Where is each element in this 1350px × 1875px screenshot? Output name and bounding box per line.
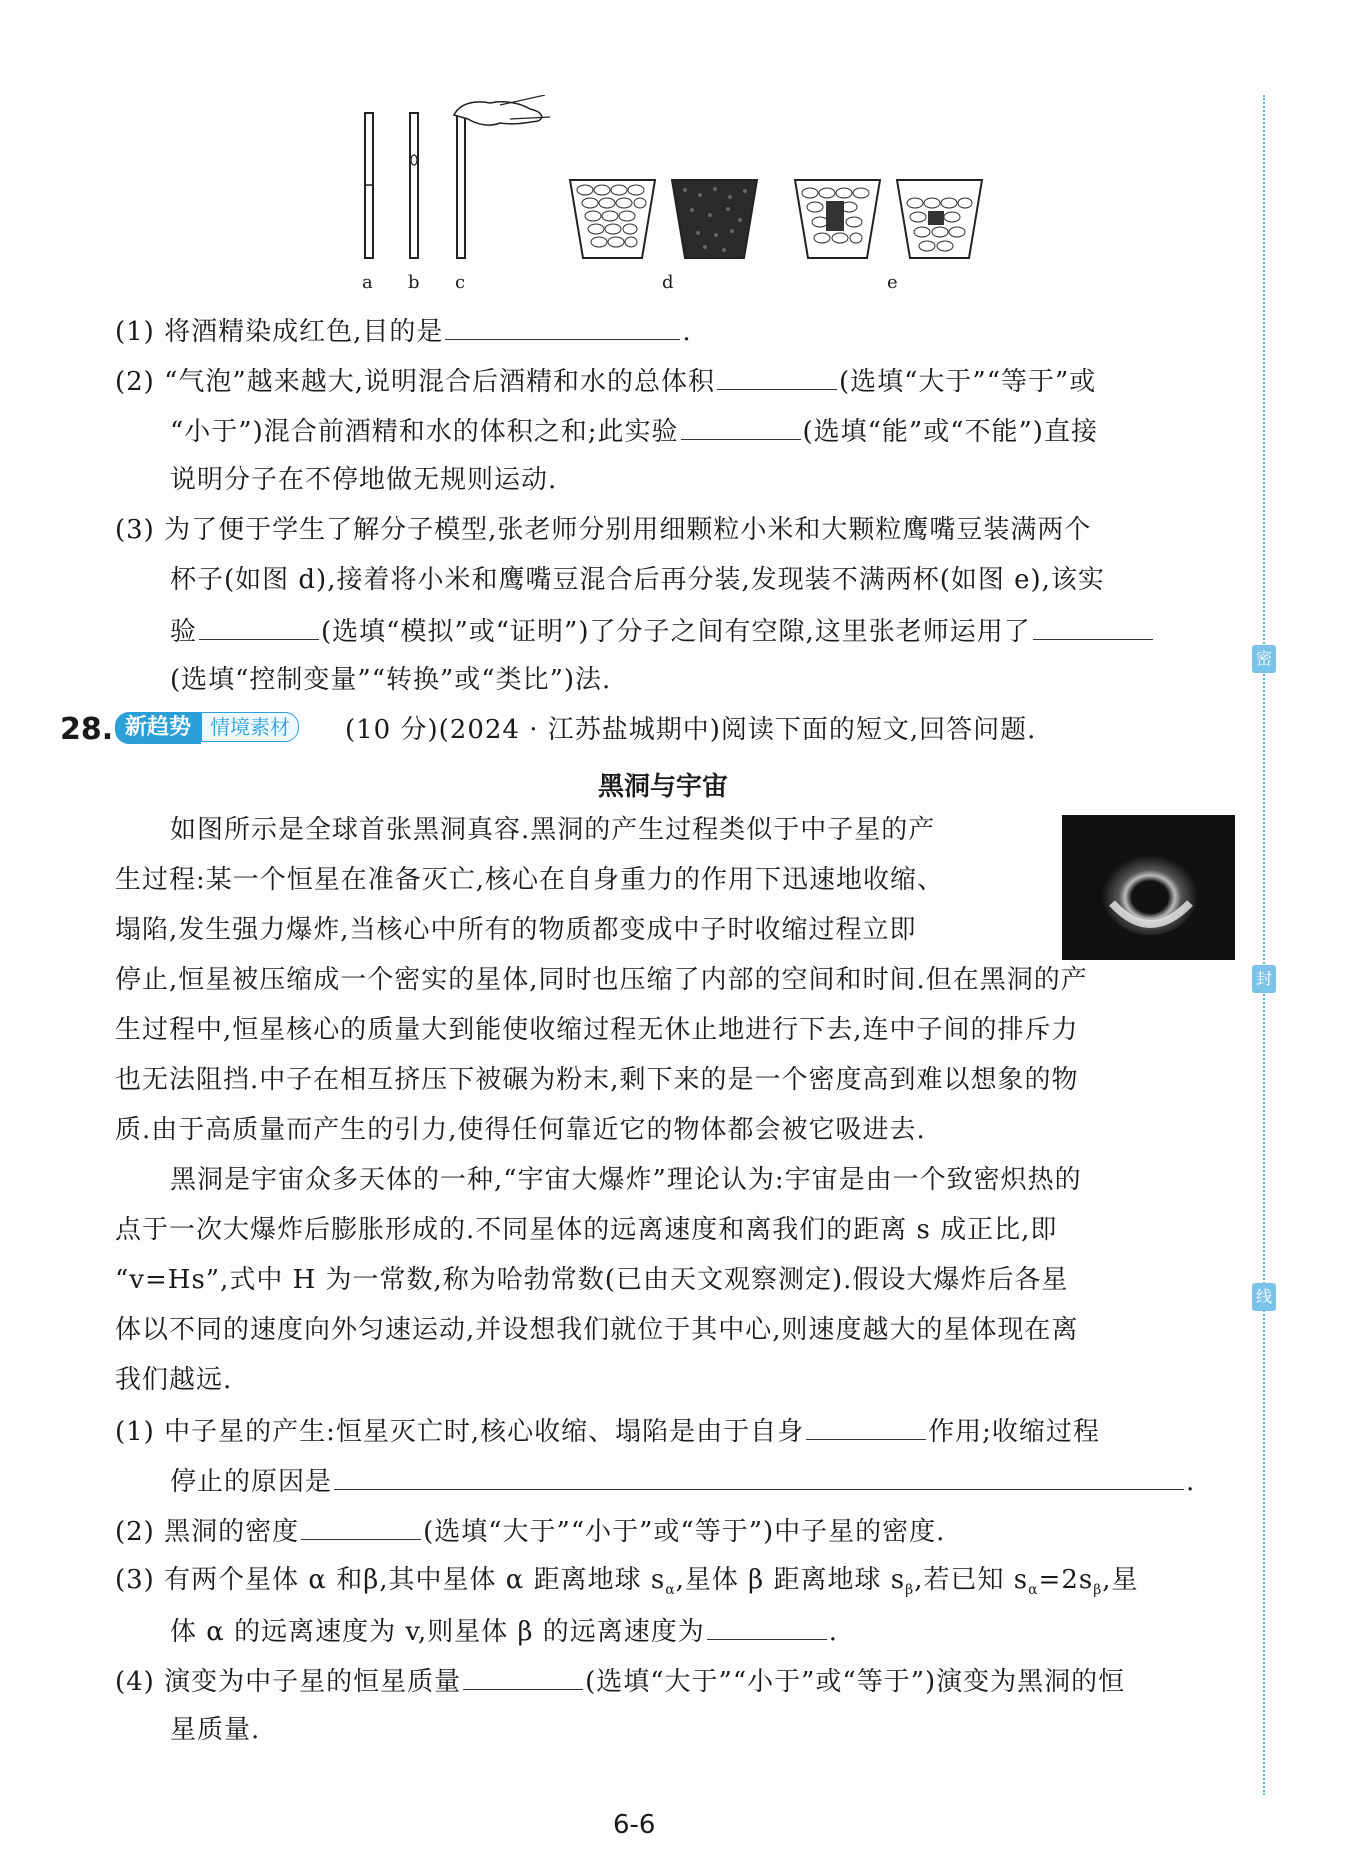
cup-e-mixed-2 (897, 180, 982, 258)
q27-part3-line2: 杯子(如图 d),接着将小米和鹰嘴豆混合后再分装,发现装不满两杯(如图 e),该实 (170, 565, 1105, 595)
q27-part1: (1) 将酒精染成红色,目的是 . (115, 313, 692, 349)
para1-line7: 质.由于高质量而产生的引力,使得任何靠近它的物体都会被它吸进去. (115, 1115, 926, 1145)
para1-line2: 生过程:某一个恒星在准备灭亡,核心在自身重力的作用下迅速地收缩、 (115, 865, 945, 895)
answer-blank[interactable] (334, 1463, 1184, 1490)
binding-dotted-line (1263, 95, 1265, 1795)
para1-line4: 停止,恒星被压缩成一个密实的星体,同时也压缩了内部的空间和时间.但在黑洞的产 (115, 965, 1088, 995)
para2-line3: “v=Hs”,式中 H 为一常数,称为哈勃常数(已由天文观察测定).假设大爆炸后各星 (115, 1265, 1069, 1295)
para1-line1: 如图所示是全球首张黑洞真容.黑洞的产生过程类似于中子星的产 (170, 815, 936, 845)
q28-part4-line2: 星质量. (170, 1715, 261, 1745)
answer-blank[interactable] (717, 363, 837, 390)
answer-blank[interactable] (445, 313, 680, 340)
para1-line6: 也无法阻挡.中子在相互挤压下被碾为粉末,剩下来的是一个密度高到难以想象的物 (115, 1065, 1079, 1095)
side-tab-feng: 封 (1252, 965, 1276, 993)
para2-line1: 黑洞是宇宙众多天体的一种,“宇宙大爆炸”理论认为:宇宙是由一个致密炽热的 (170, 1165, 1082, 1195)
tag-new-trend: 新趋势 (115, 712, 201, 744)
cup-d-millet (570, 180, 655, 258)
q28-header-text: (10 分)(2024 · 江苏盐城期中)阅读下面的短文,回答问题. (345, 715, 1037, 745)
para1-line3: 塌陷,发生强力爆炸,当核心中所有的物质都变成中子时收缩过程立即 (115, 915, 917, 945)
article-title: 黑洞与宇宙 (598, 772, 729, 802)
answer-blank[interactable] (806, 1413, 926, 1440)
q27-part3-line1: (3) 为了便于学生了解分子模型,张老师分别用细颗粒小米和大颗粒鹰嘴豆装满两个 (115, 515, 1092, 545)
q27-part2-line2: “小于”)混合前酒精和水的体积之和;此实验 (选填“能”或“不能”)直接 (170, 413, 1098, 449)
q28-part3-line1: (3) 有两个星体 α 和β,其中星体 α 距离地球 $s_\alpha$,星体 β 距离地球 $s_\beta$,若已知 $s_\alpha=2s_\beta$,星 (115, 1565, 1139, 1599)
figure-label-e: e (887, 272, 898, 293)
page-number: 6-6 (613, 1810, 656, 1840)
answer-blank[interactable] (463, 1663, 583, 1690)
para2-line4: 体以不同的速度向外匀速运动,并设想我们就位于其中心,则速度越大的星体现在离 (115, 1315, 1079, 1345)
tube-b (410, 113, 418, 258)
q28-part1-line1: (1) 中子星的产生:恒星灭亡时,核心收缩、塌陷是由于自身 作用;收缩过程 (115, 1413, 1100, 1449)
figure-label-c: c (455, 272, 466, 293)
q27-part3-line3: 验 (选填“模拟”或“证明”)了分子之间有空隙,这里张老师运用了 (170, 613, 1155, 649)
question-number-28: 28. (60, 712, 114, 747)
hand-icon (454, 102, 542, 125)
answer-blank[interactable] (681, 413, 801, 440)
figure-label-d: d (662, 272, 674, 293)
para2-line2: 点于一次大爆炸后膨胀形成的.不同星体的远离速度和离我们的距离 s 成正比,即 (115, 1215, 1058, 1245)
black-hole-image (1062, 815, 1235, 960)
answer-blank[interactable] (1033, 613, 1153, 640)
q27-part2-line1: (2) “气泡”越来越大,说明混合后酒精和水的总体积 (选填“大于”“等于”或 (115, 363, 1096, 399)
figure-label-b: b (408, 272, 420, 293)
cup-d-chickpea (672, 180, 757, 258)
para2-line5: 我们越远. (115, 1365, 233, 1395)
tag-context-material: 情境素材 (201, 712, 299, 742)
answer-blank[interactable] (707, 1613, 827, 1640)
answer-blank[interactable] (301, 1513, 421, 1540)
tube-c (457, 115, 465, 258)
q28-tags (115, 712, 299, 744)
answer-blank[interactable] (199, 613, 319, 640)
q27-part3-line4: (选填“控制变量”“转换”或“类比”)法. (170, 665, 612, 695)
para1-line5: 生过程中,恒星核心的质量大到能使收缩过程无休止地进行下去,连中子间的排斥力 (115, 1015, 1079, 1045)
q28-part4-line1: (4) 演变为中子星的恒星质量 (选填“大于”“小于”或“等于”)演变为黑洞的恒 (115, 1663, 1125, 1699)
q28-part3-line2: 体 α 的远离速度为 v,则星体 β 的远离速度为 . (170, 1613, 838, 1649)
q27-part2-line3: 说明分子在不停地做无规则运动. (170, 465, 558, 495)
q28-part2: (2) 黑洞的密度 (选填“大于”“小于”或“等于”)中子星的密度. (115, 1513, 945, 1549)
cup-e-mixed-1 (795, 180, 880, 258)
figure-label-a: a (362, 272, 373, 293)
side-tab-mi: 密 (1252, 645, 1276, 673)
side-tab-xian: 线 (1252, 1283, 1276, 1311)
q28-part1-line2: 停止的原因是 . (170, 1463, 1195, 1499)
experiment-figure (350, 95, 1010, 295)
